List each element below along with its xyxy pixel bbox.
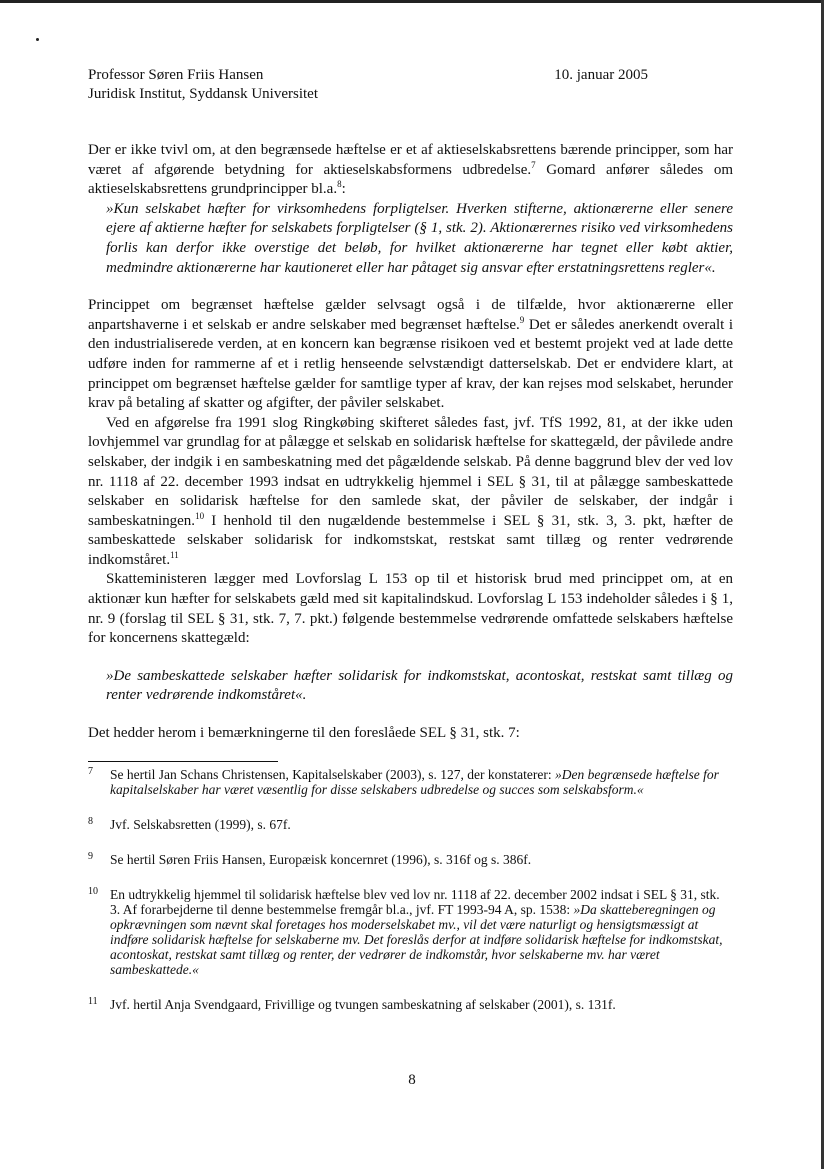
paragraph-1-text: Der er ikke tvivl om, at den begrænsede hæftelse er et af aktieselskabsrettens bærende principper, som har været af afgørende betydning for aktieselskabsformens udbredelse.: [88, 142, 733, 178]
footnote-10: [88, 887, 733, 977]
paragraph-3-text: Ved en afgørelse fra 1991 slog Ringkøbing skifteret således fast, jvf. TfS 1992, 81, at der ikke uden lovhjemmel var grundlag for at pålægge et selskab en solidarisk hæftelse for skattegæld, der påvilede andre selskaber, der indgik i en sambeskatning med det pågældende selskab. På denne baggrund blev der ved lov nr. 1118 af 22. december 1993 indsat en udtrykkelig hjemmel i SEL § 31, til at pålægge sambeskattede selskaber en solidarisk hæftelse for den samlede skat, der påviler de selskaber, der indgår i sambeskatningen.: [88, 414, 733, 529]
paragraph-1: [88, 141, 733, 200]
paragraph-1-text-b: Gomard anfører således om aktieselskabsrettens grundprincipper bl.a.: [88, 161, 734, 198]
footnote-ref-10[interactable]: 10: [195, 510, 205, 521]
footnote-separator: [88, 761, 278, 762]
footnote-number: 11: [88, 996, 98, 1007]
footnote-number: 8: [88, 816, 93, 827]
paragraph-3: [88, 414, 733, 571]
paragraph-1-text-c: :: [341, 181, 346, 198]
footnote-11: [88, 997, 733, 1012]
body-text: [88, 141, 733, 744]
footnote-number: 7: [88, 766, 93, 777]
paragraph-2-text-b: Det er således anerkendt overalt i den industrialiserede verden, at en koncern kan begrænse risikoen ved et bestemt projekt ved at lade dette udføre inden for rammerne af et i retlig henseende selvstændigt datterselskab. Det er endvidere klart, at princippet om begrænset hæftelse gælder for samtlige typer af krav, der kan rejses mod selskabet, herunder krav på betaling af skatter og afgifter, der påviler selskabet.: [88, 316, 734, 412]
page-header: [88, 66, 648, 104]
footnote-text: Se hertil Søren Friis Hansen, Europæisk koncernret (1996), s. 316f og s. 386f.: [110, 852, 532, 867]
paragraph-2-text: Princippet om begrænset hæftelse gælder selvsagt også i de tilfælde, hvor aktionærerne eller anpartshaverne i et selskab er andre selskaber med begrænset hæftelse.: [88, 297, 733, 333]
footnote-8: [88, 817, 733, 832]
footnote-text: Jvf. Selskabsretten (1999), s. 67f.: [110, 817, 291, 832]
footnote-number: 9: [88, 851, 93, 862]
paragraph-2: [88, 296, 733, 414]
footnotes: [88, 767, 733, 1012]
footnote-number: 10: [88, 886, 98, 897]
header-institution: Juridisk Institut, Syddansk Universitet: [88, 86, 318, 102]
header-author: Professor Søren Friis Hansen: [88, 67, 264, 83]
quote-bill: »De sambeskattede selskaber hæfter solidarisk for indkomstskat, acontoskat, restskat samt tillæg og renter vedrørende indkomståret«.: [106, 667, 733, 704]
paragraph-4: Skatteministeren lægger med Lovforslag L 153 op til et historisk brud med princippet om, at en aktionær kun hæfter for selskabets gæld med sit kapitalindskud. Lovforslag L 153 indeholder således i § 1, nr. 9 (forslag til SEL § 31, stk. 7, 7. pkt.) følgende bestemmelse vedrørende omfattede selskabers hæftelse for koncernens skattegæld:: [88, 571, 733, 647]
footnote-quote: »Da skatteberegningen og opkrævningen som nævnt skal foretages hos moderselskabet mv., vil det være naturligt og hensigtsmæssigt at indføre solidarisk hæftelse for selskaberne mv. Det foreslås derfor at indføre solidarisk hæftelse for indkomstskat, acontoskat, restskat samt tillæg og renter, der vedrører de indkomstår, hvor selskaberne mv. har været sambeskattede.«: [110, 902, 723, 977]
header-date: 10. januar 2005: [554, 67, 648, 83]
footnote-text: En udtrykkelig hjemmel til solidarisk hæftelse blev ved lov nr. 1118 af 22. december 2002 indsat i SEL § 31, stk. 3. Af forarbejderne til denne bestemmelse fremgår bl.a., jvf. FT 1993-94 A, sp. 1538:: [110, 887, 720, 917]
footnote-text: Se hertil Jan Schans Christensen, Kapitalselskaber (2003), s. 127, der konstaterer:: [110, 767, 556, 782]
paragraph-5: Det hedder herom i bemærkningerne til den foreslåede SEL § 31, stk. 7:: [88, 725, 520, 742]
footnote-7: [88, 767, 733, 797]
page-top-edge: [0, 0, 824, 3]
quote-gomard: »Kun selskabet hæfter for virksomhedens forpligtelser. Hverken stifterne, aktionærerne eller senere ejere af aktierne hæfter for selskabets forpligtelser (§ 1, stk. 2). Aktionærernes risiko ved virksomhedens forlis kan derfor ikke overstige det beløb, for hvilket aktionærerne har tegnet eller købt aktier, medmindre aktionærerne har kautioneret eller har påtaget sig ansvar efter erstatningsrettens regler«.: [106, 200, 733, 276]
footnote-ref-8[interactable]: 8: [337, 179, 342, 190]
scan-speck: [36, 38, 39, 41]
footnote-ref-11[interactable]: 11: [170, 549, 179, 560]
footnote-9: [88, 852, 733, 867]
footnote-quote: »Den begrænsede hæftelse for kapitalselskaber har været væsentlig for disse selskabers udbredelse og succes som selskabsform.«: [110, 767, 719, 797]
footnote-ref-7[interactable]: 7: [531, 159, 536, 170]
footnote-text: Jvf. hertil Anja Svendgaard, Frivillige og tvungen sambeskatning af selskaber (2001), s. 131f.: [110, 997, 616, 1012]
footnote-ref-9[interactable]: 9: [519, 314, 525, 325]
paragraph-3-text-b: I henhold til den nugældende bestemmelse i SEL § 31, stk. 3, 3. pkt, hæfter de sambeskattede selskaber solidarisk for indkomstskat, restskat samt tillæg og renter vedrørende indkomståret.: [88, 512, 733, 568]
page-number: 8: [408, 1072, 416, 1088]
